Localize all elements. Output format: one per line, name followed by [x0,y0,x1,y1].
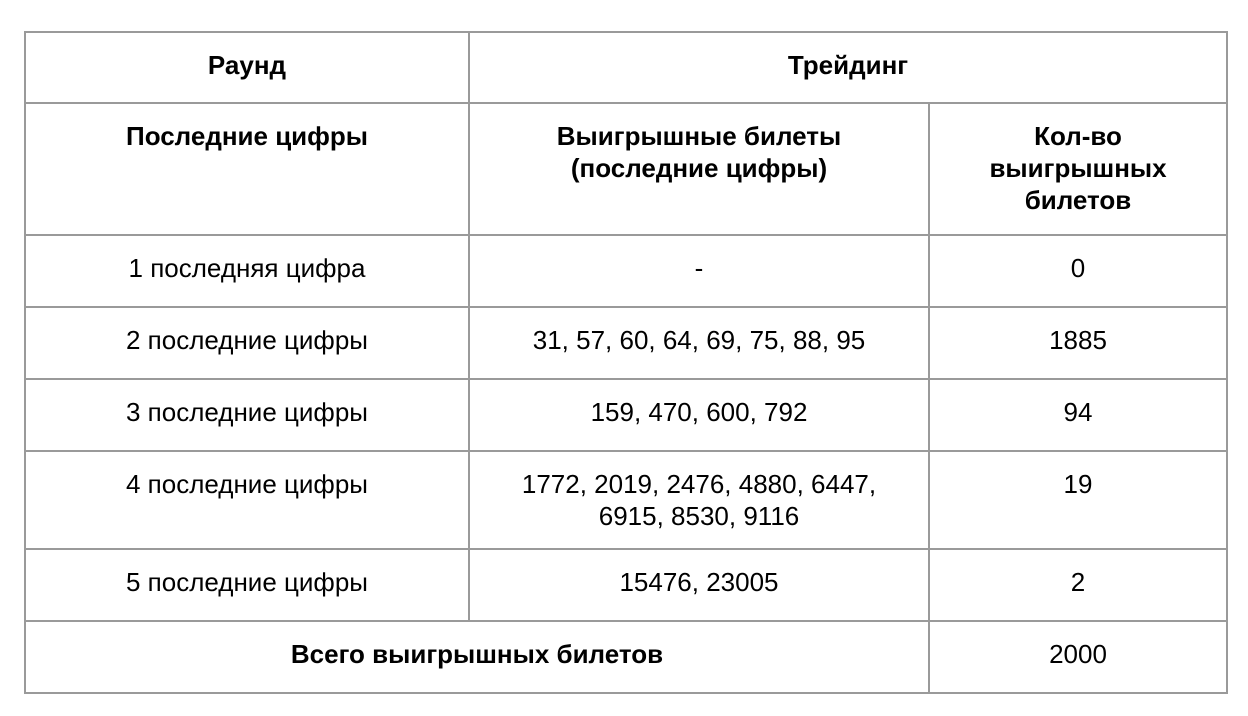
row-count: 2 [929,549,1227,621]
round-value-cell: Трейдинг [469,32,1227,103]
row-digits: 2 последние цифры [25,307,469,379]
row-tickets: 1772, 2019, 2476, 4880, 6447, 6915, 8530, 9116 [469,451,929,549]
row-tickets: 15476, 23005 [469,549,929,621]
header-winning-tickets: Выигрышные билеты (последние цифры) [469,103,929,235]
lottery-results-table [24,31,1228,694]
row-tickets: 31, 57, 60, 64, 69, 75, 88, 95 [469,307,929,379]
total-label-cell: Всего выигрышных билетов [25,621,929,693]
row-digits: 5 последние цифры [25,549,469,621]
round-row [25,32,1227,103]
round-label-cell: Раунд [25,32,469,103]
total-value-cell: 2000 [929,621,1227,693]
row-count: 1885 [929,307,1227,379]
row-tickets: - [469,235,929,307]
table-row [25,235,1227,307]
table-row [25,379,1227,451]
table-row [25,307,1227,379]
header-count: Кол-во выигрышных билетов [929,103,1227,235]
row-count: 0 [929,235,1227,307]
table-row [25,549,1227,621]
row-digits: 4 последние цифры [25,451,469,549]
row-count: 94 [929,379,1227,451]
row-tickets: 159, 470, 600, 792 [469,379,929,451]
row-count: 19 [929,451,1227,549]
total-row [25,621,1227,693]
row-digits: 3 последние цифры [25,379,469,451]
header-row [25,103,1227,235]
row-digits: 1 последняя цифра [25,235,469,307]
header-digits: Последние цифры [25,103,469,235]
table-row [25,451,1227,549]
